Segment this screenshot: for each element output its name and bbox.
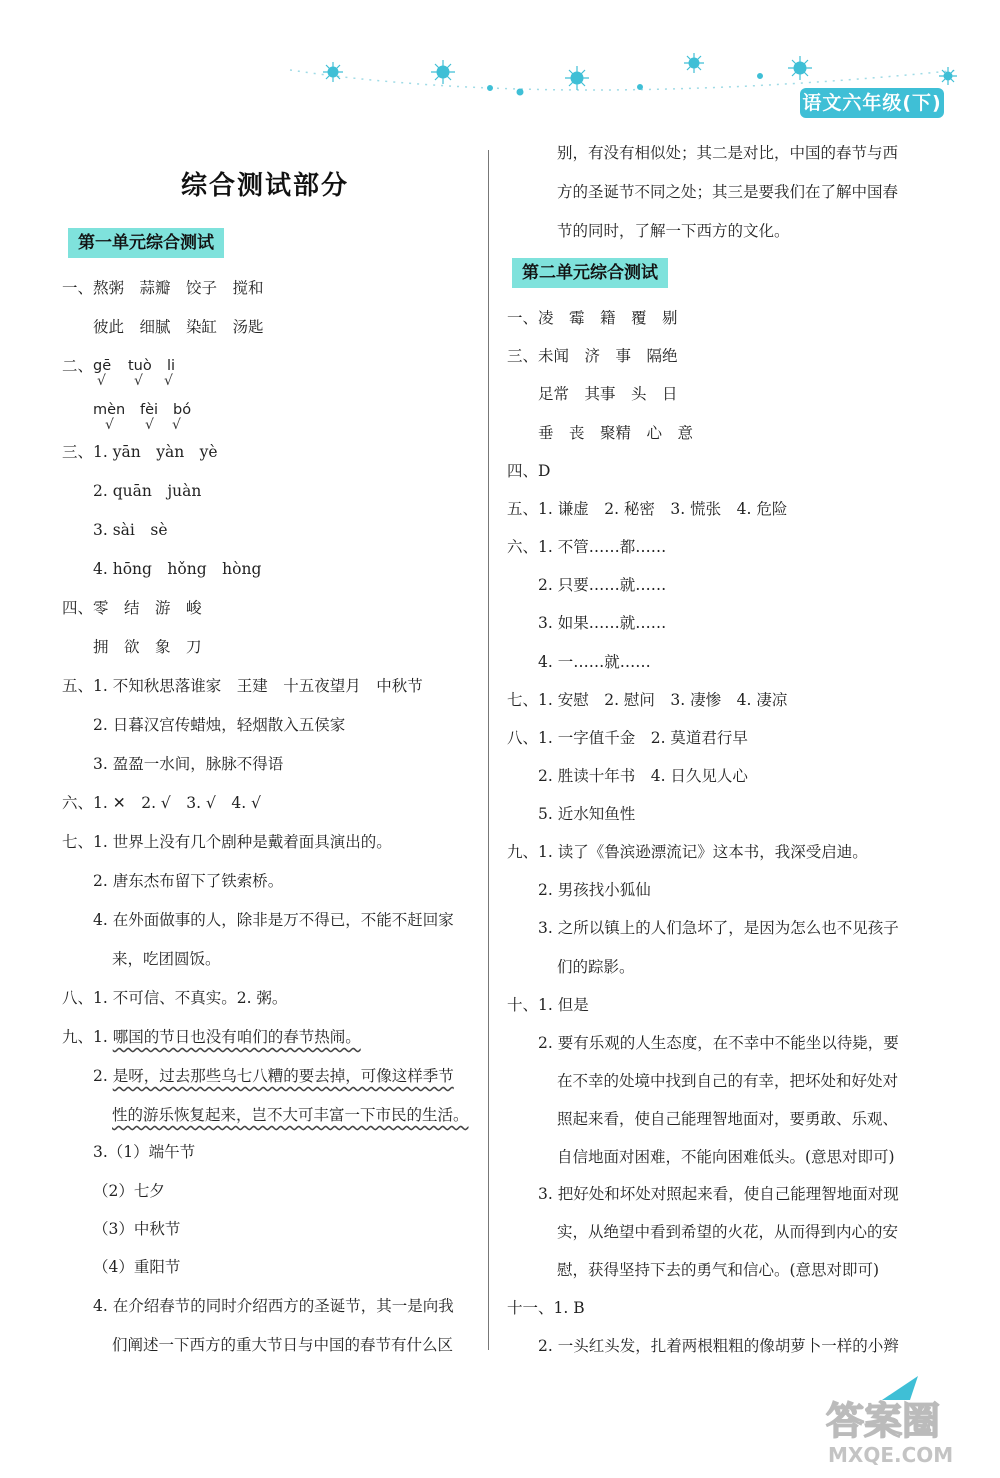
decorative-arc bbox=[290, 70, 960, 90]
answer-line: 3. sài sè bbox=[93, 521, 168, 539]
section-title: 综合测试部分 bbox=[180, 171, 349, 201]
answer-line: 九、1. 读了《鲁滨逊漂流记》这本书，我深受启迪。 bbox=[507, 843, 868, 861]
answer-line: 足常 其事 头 日 bbox=[538, 385, 678, 403]
pinyin: fèi bbox=[140, 402, 159, 418]
answer-line: 方的圣诞节不同之处；其三是要我们在了解中国春 bbox=[557, 183, 899, 201]
underlined-sentence: 是呀，过去那些乌七八糟的要去掉，可像这样季节 bbox=[112, 1067, 454, 1085]
answer-line: 2. quān juàn bbox=[93, 482, 202, 500]
answer-line: 4. 在介绍春节的同时介绍西方的圣诞节，其一是向我 bbox=[93, 1297, 454, 1315]
watermark-logo bbox=[820, 1388, 980, 1468]
item-prefix: 九、1. bbox=[62, 1028, 113, 1046]
answer-line bbox=[62, 1025, 361, 1049]
answer-line: 三、未闻 济 事 隔绝 bbox=[507, 347, 678, 365]
grade-badge: 语文六年级(下) bbox=[800, 88, 944, 118]
answer-line: 六、1. ✕ 2. √ 3. √ 4. √ bbox=[62, 794, 261, 812]
pinyin: mèn bbox=[93, 402, 126, 418]
answer-line: 来，吃团圆饭。 bbox=[112, 950, 221, 968]
sparkle-icon bbox=[684, 53, 704, 73]
answer-line: 在不幸的处境中找到自己的有幸，把坏处和好处对 bbox=[557, 1072, 899, 1090]
answer-line: 实，从绝望中看到希望的火花，从而得到内心的安 bbox=[557, 1223, 899, 1241]
pinyin: li bbox=[167, 358, 176, 374]
answer-line: 2. 要有乐观的人生态度，在不幸中不能坐以待毙，要 bbox=[538, 1034, 899, 1052]
item-prefix: 2. bbox=[93, 1067, 113, 1085]
answer-line: 四、D bbox=[507, 462, 551, 480]
pinyin: tuò bbox=[128, 358, 152, 374]
check-mark: √ bbox=[172, 417, 181, 433]
unit2-label: 第二单元综合测试 bbox=[512, 258, 668, 288]
answer-line: 3. 之所以镇上的人们急坏了，是因为怎么也不见孩子 bbox=[538, 919, 899, 937]
answer-line: 照起来看，使自己能理智地面对，要勇敢、乐观、 bbox=[557, 1110, 899, 1128]
answer-line: 拥 欲 象 刀 bbox=[93, 638, 202, 656]
sparkle-icon bbox=[431, 60, 455, 84]
pinyin: bó bbox=[173, 402, 192, 418]
answer-line bbox=[93, 1064, 454, 1088]
answer-line bbox=[112, 1103, 469, 1127]
sparkle-icon bbox=[565, 66, 589, 90]
svg-text:MXQE.COM: MXQE.COM bbox=[828, 1443, 954, 1467]
dot-icon bbox=[638, 85, 643, 90]
answer-line: 一、熬粥 蒜瓣 饺子 搅和 bbox=[62, 279, 264, 297]
answer-line: 彼此 细腻 染缸 汤匙 bbox=[93, 318, 264, 336]
check-mark: √ bbox=[134, 373, 143, 389]
unit1-label: 第一单元综合测试 bbox=[68, 228, 224, 258]
answer-line: 3. 盈盈一水间，脉脉不得语 bbox=[93, 755, 284, 773]
answer-line: 八、1. 一字值千金 2. 莫道君行早 bbox=[507, 729, 748, 747]
answer-line: 3. 把好处和坏处对照起来看，使自己能理智地面对现 bbox=[538, 1185, 899, 1203]
answer-line: 一、凌 霉 籍 覆 剔 bbox=[507, 309, 678, 327]
answer-line: 们阐述一下西方的重大节日与中国的春节有什么区 bbox=[112, 1336, 454, 1354]
underlined-sentence: 性的游乐恢复起来，岂不大可丰富一下市民的生活。 bbox=[112, 1106, 469, 1124]
answer-line: 4. 在外面做事的人，除非是万不得已，不能不赶回家 bbox=[93, 911, 454, 929]
answer-line: 垂 丧 聚精 心 意 bbox=[538, 424, 694, 442]
answer-line: 2. 胜读十年书 4. 日久见人心 bbox=[538, 767, 748, 785]
answer-line: 3.（1）端午节 bbox=[93, 1143, 196, 1161]
sparkle-icon bbox=[939, 67, 957, 85]
svg-text:答案圈: 答案圈 bbox=[826, 1399, 941, 1443]
answer-line: 2. 唐东杰布留下了铁索桥。 bbox=[93, 872, 284, 890]
check-mark: √ bbox=[145, 417, 154, 433]
underlined-sentence: 哪国的节日也没有咱们的春节热闹。 bbox=[112, 1028, 361, 1046]
column-divider bbox=[488, 150, 489, 1350]
check-mark: √ bbox=[164, 373, 173, 389]
answer-line: 2. 男孩找小狐仙 bbox=[538, 881, 651, 899]
answer-line: 六、1. 不管……都…… bbox=[507, 538, 667, 556]
check-mark: √ bbox=[105, 417, 114, 433]
answer-line: 十、1. 但是 bbox=[507, 996, 589, 1014]
answer-line: 自信地面对困难，不能向困难低头。(意思对即可) bbox=[557, 1148, 895, 1166]
pinyin: gē bbox=[93, 358, 112, 374]
answer-line: （4）重阳节 bbox=[93, 1258, 181, 1276]
answer-line: 八、1. 不可信、不真实。2. 粥。 bbox=[62, 989, 288, 1007]
sparkle-icon bbox=[323, 62, 343, 82]
answer-line: 们的踪影。 bbox=[557, 958, 635, 976]
answer-line: 七、1. 安慰 2. 慰问 3. 凄惨 4. 凄凉 bbox=[507, 691, 788, 709]
answer-line: 4. 一……就…… bbox=[538, 653, 651, 671]
answer-line: 别，有没有相似处；其二是对比，中国的春节与西 bbox=[557, 144, 899, 162]
dot-icon bbox=[488, 86, 493, 91]
answer-line: 七、1. 世界上没有几个剧种是戴着面具演出的。 bbox=[62, 833, 392, 851]
answer-line: 2. 一头红头发，扎着两根粗粗的像胡萝卜一样的小辫 bbox=[538, 1337, 899, 1355]
dot-icon bbox=[517, 89, 523, 95]
answer-line: 慰，获得坚持下去的勇气和信心。(意思对即可) bbox=[557, 1261, 880, 1279]
answer-line: 三、1. yān yàn yè bbox=[62, 443, 218, 461]
answer-line: （3）中秋节 bbox=[93, 1220, 181, 1238]
answer-line: 5. 近水知鱼性 bbox=[538, 805, 636, 823]
answer-line: 五、1. 谦虚 2. 秘密 3. 慌张 4. 危险 bbox=[507, 500, 788, 518]
dot-icon bbox=[758, 74, 763, 79]
answer-line: 十一、1. B bbox=[507, 1299, 585, 1317]
sparkle-icon bbox=[788, 56, 812, 80]
answer-line: 3. 如果……就…… bbox=[538, 614, 667, 632]
check-mark: √ bbox=[97, 373, 106, 389]
answer-line: 四、零 结 游 峻 bbox=[62, 599, 202, 617]
answer-line: 2. 只要……就…… bbox=[538, 576, 667, 594]
answer-line: 五、1. 不知秋思落谁家 王建 十五夜望月 中秋节 bbox=[62, 677, 423, 695]
answer-line: 2. 日暮汉宫传蜡烛，轻烟散入五侯家 bbox=[93, 716, 346, 734]
answer-line: （2）七夕 bbox=[93, 1182, 165, 1200]
answer-line: 节的同时，了解一下西方的文化。 bbox=[557, 222, 790, 240]
answer-line: 4. hōng hǒng hòng bbox=[93, 560, 262, 578]
question-label: 二、 bbox=[62, 357, 94, 375]
